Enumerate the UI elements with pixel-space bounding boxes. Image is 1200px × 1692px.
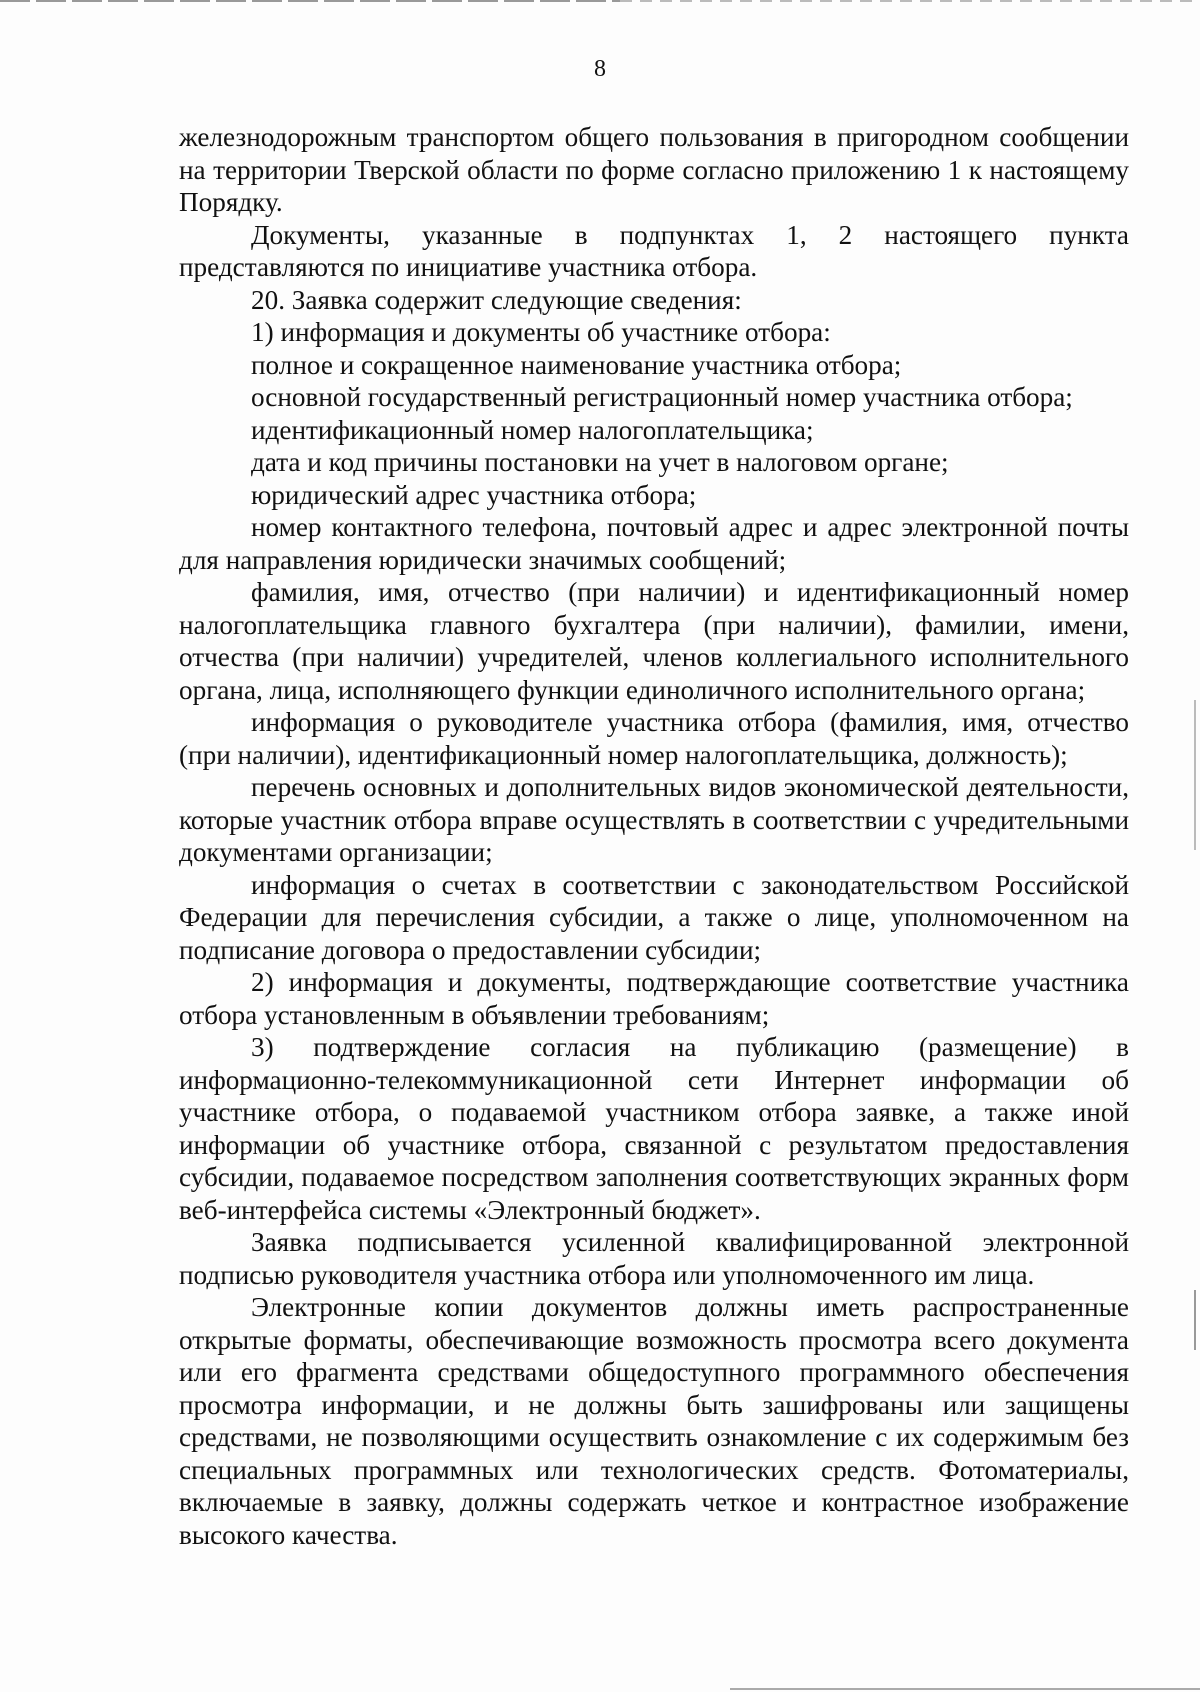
paragraph: Документы, указанные в подпунктах 1, 2 настоящего пункта представляются по инициативе участника отбора. (179, 219, 1129, 282)
paragraph: номер контактного телефона, почтовый адрес и адрес электронной почты для направления юридически значимых сообщений; (179, 512, 1129, 575)
paragraph: юридический адрес участника отбора; (251, 479, 697, 510)
paragraph: Заявка подписывается усиленной квалифицированной электронной подписью руководителя участника отбора или уполномоченного им лица. (179, 1227, 1129, 1290)
paragraph: 3) подтверждение согласия на публикацию (размещение) в информационно-телекоммуникационной сети Интернет информации об участнике отбора, о подаваемой участником отбора заявке, а также иной информации об участнике отбора, связанной с результатом предоставления субсидии, подаваемое посредством заполнения соответствующих экранных форм веб-интерфейса системы «Электронный бюджет». (179, 1032, 1129, 1225)
paragraph: полное и сокращенное наименование участника отбора; (251, 349, 902, 380)
paragraph: Электронные копии документов должны иметь распространенные открытые форматы, обеспечивающие возможность просмотра всего документа или его фрагмента средствами общедоступного программного обеспечения просмотра информации, и не должны быть зашифрованы или защищены средствами, не позволяющими осуществить ознакомление с их содержимым без специальных программных или технологических средств. Фотоматериалы, включаемые в заявку, должны содержать четкое и контрастное изображение высокого качества. (179, 1292, 1129, 1550)
page-number: 8 (594, 56, 606, 82)
paragraph: идентификационный номер налогоплательщика; (251, 414, 814, 445)
paragraph: информация о счетах в соответствии с законодательством Российской Федерации для перечисления субсидии, а также о лице, уполномоченном на подписание договора о предоставлении субсидии; (179, 869, 1129, 965)
paragraph: 20. Заявка содержит следующие сведения: (251, 284, 742, 315)
scan-edge-right (1194, 700, 1196, 850)
paragraph: дата и код причины постановки на учет в налоговом органе; (251, 447, 949, 477)
paragraph: 2) информация и документы, подтверждающие соответствие участника отбора установленным в объявлении требованиям; (179, 967, 1129, 1030)
scan-edge-right-lower (1194, 1290, 1196, 1350)
scan-edge-top-left (0, 0, 620, 2)
paragraph: железнодорожным транспортом общего пользования в пригородном сообщении на территории Тверской области по форме согласно приложению 1 к настоящему Порядку. (179, 122, 1129, 217)
paragraph: перечень основных и дополнительных видов экономической деятельности, которые участник отбора вправе осуществлять в соответствии с учредительными документами организации; (179, 772, 1129, 867)
document-body (179, 121, 1129, 1551)
scan-edge-top-right (620, 0, 1200, 2)
paragraph: 1) информация и документы об участнике отбора: (251, 317, 831, 347)
paragraph: фамилия, имя, отчество (при наличии) и идентификационный номер налогоплательщика главного бухгалтера (при наличии), фамилии, имени, отчества (при наличии) учредителей, членов коллегиального исполнительного органа, лица, исполняющего функции единоличного исполнительного органа; (179, 577, 1129, 705)
paragraph: основной государственный регистрационный номер участника отбора; (251, 382, 1073, 412)
scan-edge-bottom (730, 1688, 1200, 1690)
paragraph: информация о руководителе участника отбора (фамилия, имя, отчество (при наличии), идентификационный номер налогоплательщика, должность); (179, 707, 1129, 770)
